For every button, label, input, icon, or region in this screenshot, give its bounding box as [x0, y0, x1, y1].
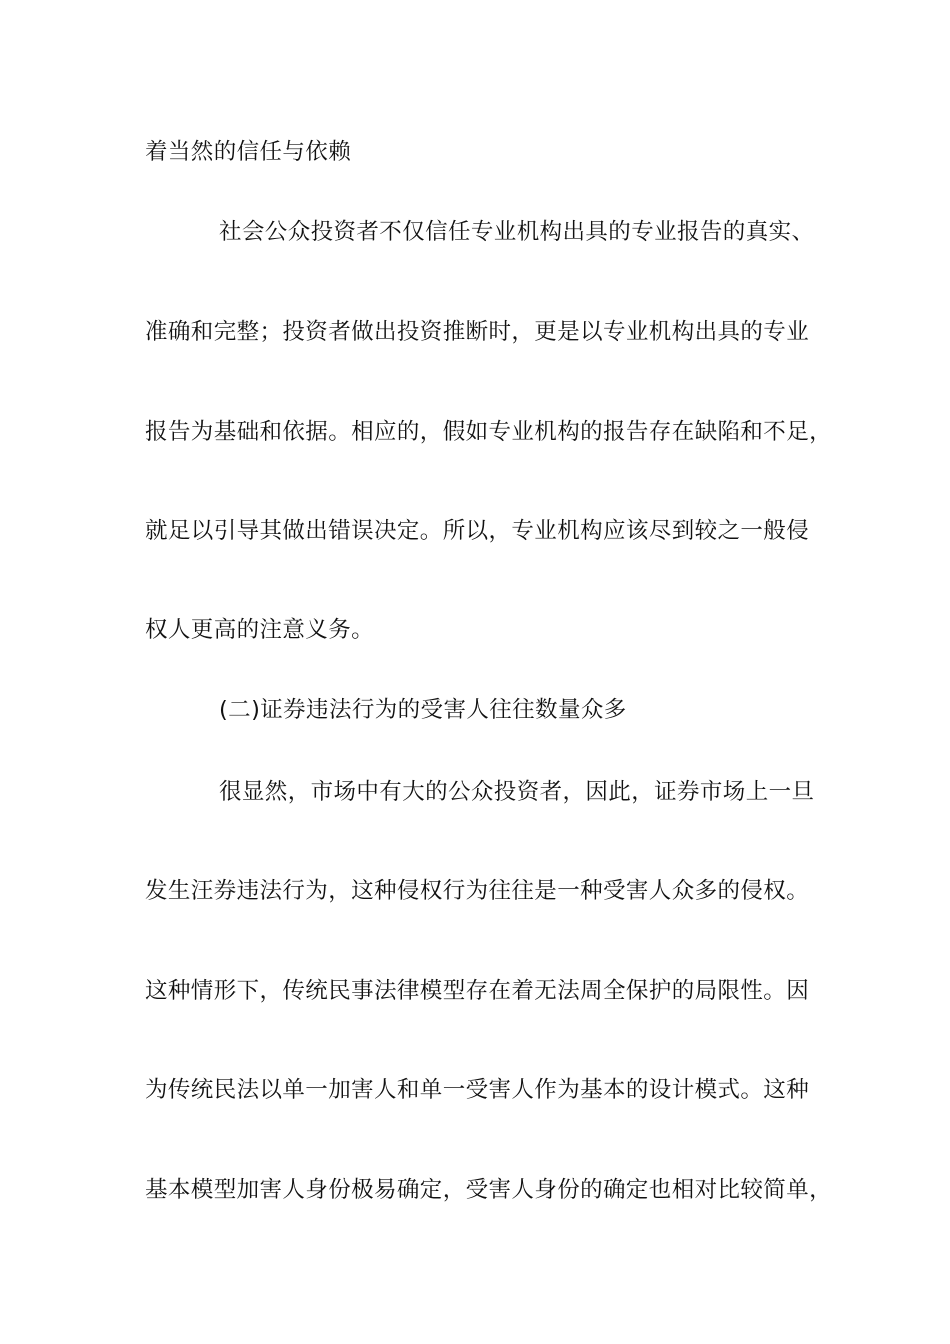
section-heading: (二)证券违法行为的受害人往往数量众多 — [219, 697, 627, 723]
text-line-12: 基本模型加害人身份极易确定，受害人身份的确定也相对比较简单， — [145, 1177, 833, 1203]
text-line-1: 着当然的信任与依赖 — [145, 139, 352, 165]
text-line-11: 为传统民法以单一加害人和单一受害人作为基本的设计模式。这种 — [145, 1077, 810, 1103]
text-line-6: 权人更高的注意义务。 — [145, 617, 375, 643]
text-line-5: 就足以引导其做出错误决定。所以，专业机构应该尽到较之一般侵 — [145, 518, 810, 544]
text-line-9: 发生汪券违法行为，这种侵权行为往往是一种受害人众多的侵权。 — [145, 878, 810, 904]
text-line-4: 报告为基础和依据。相应的，假如专业机构的报告存在缺陷和不足， — [145, 419, 833, 445]
paragraph-start-line: 社会公众投资者不仅信任专业机构出具的专业报告的真实、 — [219, 219, 815, 245]
text-line-3: 准确和完整；投资者做出投资推断时，更是以专业机构出具的专业 — [145, 319, 810, 345]
text-line-10: 这种情形下，传统民事法律模型存在着无法周全保护的局限性。因 — [145, 978, 810, 1004]
paragraph-start-line: 很显然，市场中有大的公众投资者，因此，证券市场上一旦 — [219, 779, 815, 805]
